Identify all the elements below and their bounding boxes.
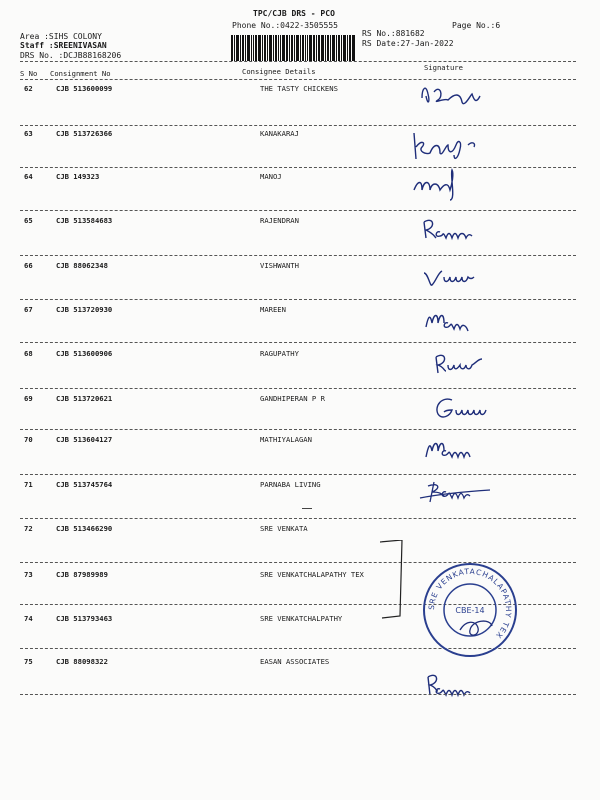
signature-image — [400, 472, 520, 512]
row-consignee: GANDHIPERAN P R — [260, 394, 325, 403]
row-divider — [20, 694, 576, 695]
row-consignment: CJB 513720930 — [56, 305, 113, 314]
row-consignee: MAREEN — [260, 305, 286, 314]
table-row — [0, 657, 600, 703]
header-divider-top — [20, 61, 576, 62]
signature-image — [400, 76, 520, 116]
row-sno: 65 — [24, 216, 33, 225]
signature-image — [400, 427, 520, 467]
row-sno: 62 — [24, 84, 33, 93]
row-consignee: SRE VENKATCHALAPATHY TEX — [260, 570, 364, 579]
row-consignee: SRE VENKATCHALPATHY — [260, 614, 343, 623]
signature-image — [400, 341, 520, 381]
row-sno: 64 — [24, 172, 33, 181]
company-stamp — [420, 560, 520, 660]
row-sno: 74 — [24, 614, 33, 623]
signature-image — [400, 208, 520, 248]
row-consignment: CJB 513466290 — [56, 524, 113, 533]
row-consignment: CJB 87989989 — [56, 570, 108, 579]
row-consignment: CJB 513793463 — [56, 614, 113, 623]
row-consignment: CJB 88062348 — [56, 261, 108, 270]
stamp-code: CBE-14 — [455, 606, 485, 615]
row-sno: 66 — [24, 261, 33, 270]
row-consignment: CJB 88098322 — [56, 657, 108, 666]
row-sno: 71 — [24, 480, 33, 489]
row-consignee: MANOJ — [260, 172, 282, 181]
row-sno: 69 — [24, 394, 33, 403]
phone-number: Phone No.:0422-3505555 — [232, 21, 338, 30]
rs-number: RS No.:881682 — [362, 29, 425, 38]
row-consignee: VISHWANTH — [260, 261, 299, 270]
barcode — [231, 35, 355, 61]
row-sno: 63 — [24, 129, 33, 138]
row-consignee: PARNABA LIVING — [260, 480, 321, 489]
column-signature: Signature — [424, 63, 463, 72]
row-consignment: CJB 513726366 — [56, 129, 113, 138]
signature-image — [400, 661, 520, 701]
row-divider — [20, 518, 576, 519]
row-consignment: CJB 513600099 — [56, 84, 113, 93]
signature-image — [400, 164, 520, 204]
row-consignee: MATHIYALAGAN — [260, 435, 312, 444]
row-consignee: RAJENDRAN — [260, 216, 299, 225]
column-consignment: Consignment No — [50, 69, 111, 78]
row-consignment: CJB 513584683 — [56, 216, 113, 225]
row-sno: 68 — [24, 349, 33, 358]
row-sno: 73 — [24, 570, 33, 579]
row-sno: 72 — [24, 524, 33, 533]
row-consignee: RAGUPATHY — [260, 349, 299, 358]
area-label: Area :SIHS COLONY — [20, 32, 102, 41]
staff-label: Staff :SREENIVASAN — [20, 41, 107, 50]
row-consignment: CJB 513720621 — [56, 394, 113, 403]
table-row — [0, 84, 600, 130]
signature-image — [400, 297, 520, 337]
signature-image — [400, 253, 520, 293]
drs-number: DRS No. :DCJB88168206 — [20, 51, 122, 60]
column-consignee: Consignee Details — [242, 67, 316, 76]
row-sno: 70 — [24, 435, 33, 444]
row-consignee: KANAKARAJ — [260, 129, 299, 138]
row-consignment: CJB 149323 — [56, 172, 100, 181]
signature-image — [400, 386, 520, 426]
row-consignee: THE TASTY CHICKENS — [260, 84, 338, 93]
row-sno: 75 — [24, 657, 33, 666]
row-consignment: CJB 513604127 — [56, 435, 113, 444]
stamp-ring-text: SRE VENKATACHALAPATHY TEX — [426, 566, 514, 641]
row-consignment: CJB 513600906 — [56, 349, 113, 358]
row-sno: 67 — [24, 305, 33, 314]
column-sno: S No — [20, 69, 38, 78]
row-consignment: CJB 513745764 — [56, 480, 113, 489]
signature-image — [400, 125, 520, 165]
grouping-bracket — [380, 540, 410, 620]
document-title: TPC/CJB DRS - PCO — [253, 9, 335, 18]
row-consignee: SRE VENKATA — [260, 524, 308, 533]
table-row — [0, 480, 600, 526]
row-consignee: EASAN ASSOCIATES — [260, 657, 330, 666]
tick-mark — [302, 508, 312, 509]
page-number: Page No.:6 — [452, 21, 501, 30]
rs-date: RS Date:27-Jan-2022 — [362, 39, 454, 48]
